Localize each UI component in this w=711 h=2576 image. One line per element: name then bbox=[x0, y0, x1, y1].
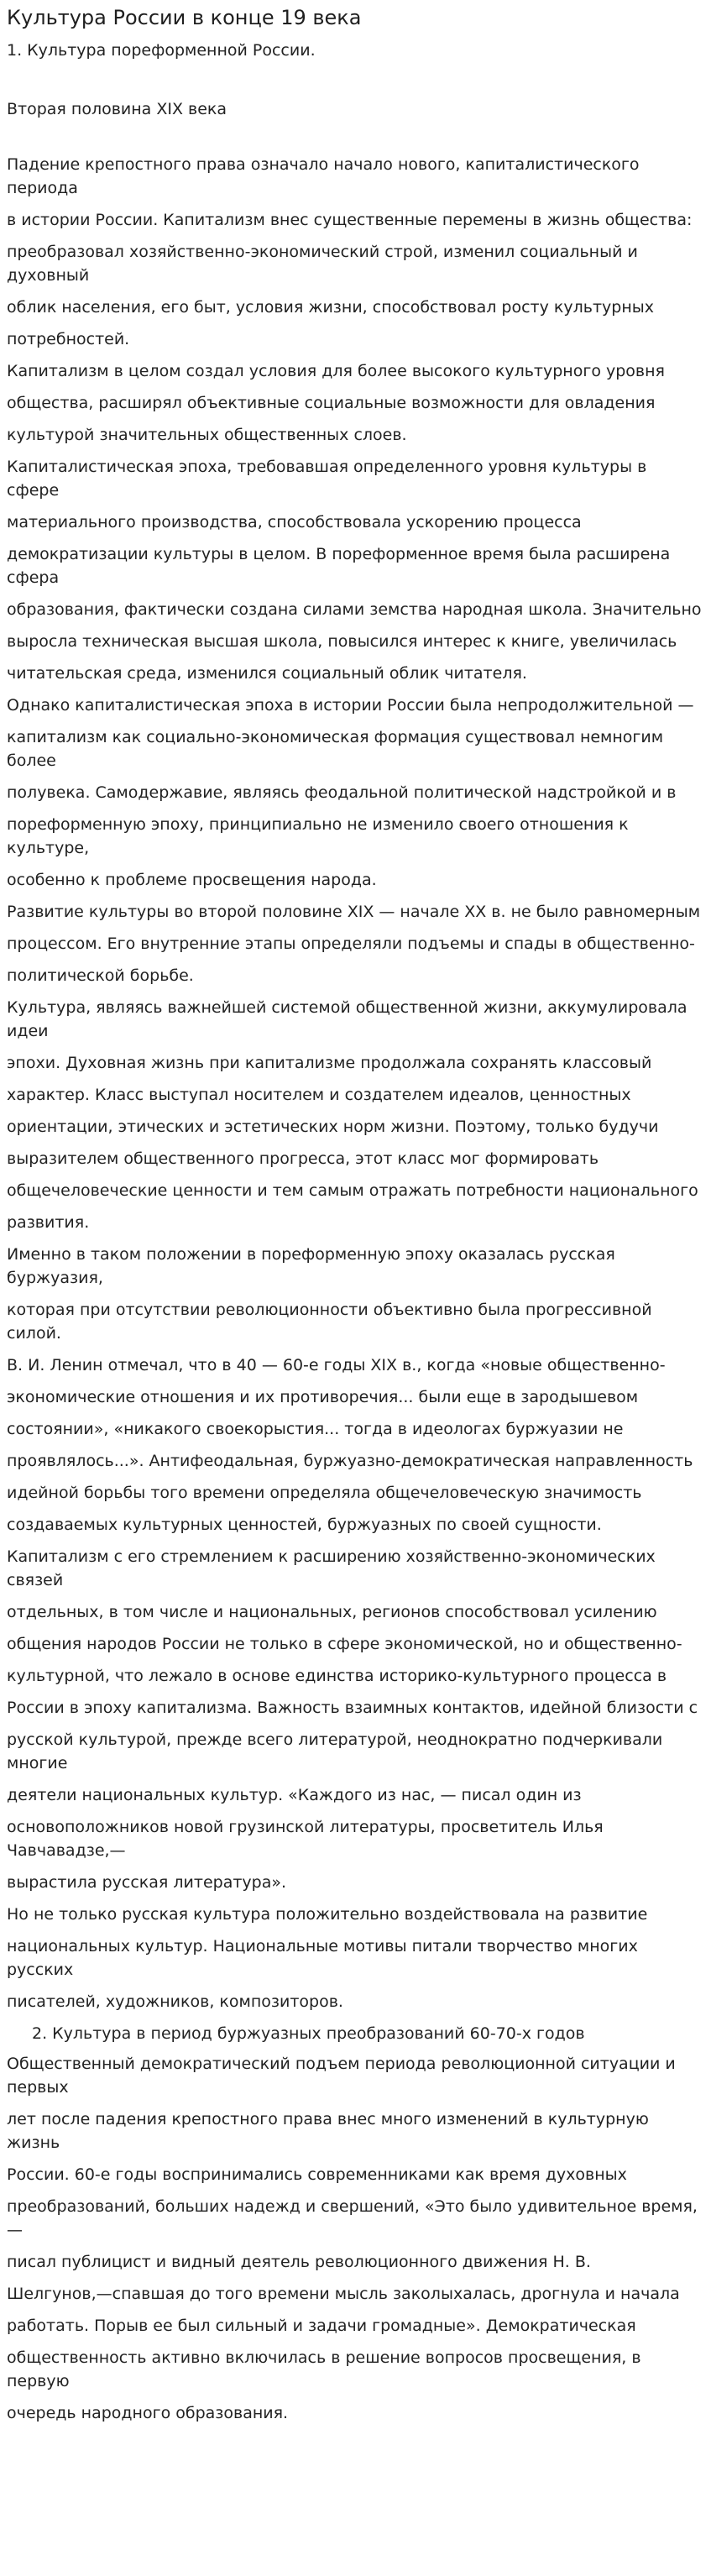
text-line: выросла техническая высшая школа, повысился интерес к книге, увеличилась bbox=[7, 632, 677, 651]
text-line: преобразовал хозяйственно-экономический строй, изменил социальный и духовный bbox=[7, 243, 638, 285]
text-line: работать. Порыв ее был сильный и задачи громадные». Демократическая bbox=[7, 2317, 636, 2335]
text-line: политической борьбе. bbox=[7, 966, 194, 985]
text-line: русской культурой, прежде всего литературой, неоднократно подчеркивали многие bbox=[7, 1730, 663, 1772]
text-line: создаваемых культурных ценностей, буржуазных по своей сущности. bbox=[7, 1516, 602, 1534]
section-2-body bbox=[7, 2052, 703, 2425]
text-line: преобразований, больших надежд и свершений, «Это было удивительное время, — bbox=[7, 2197, 698, 2239]
text-line: экономические отношения и их противоречия... были еще в зародышевом bbox=[7, 1388, 639, 1406]
text-line: Именно в таком положении в пореформенную эпоху оказалась русская буржуазия, bbox=[7, 1245, 615, 1287]
text-line: характер. Класс выступал носителем и создателем идеалов, ценностных bbox=[7, 1086, 631, 1104]
text-line: состоянии», «никакого своекорыстия... тогда в идеологах буржуазии не bbox=[7, 1420, 624, 1438]
text-line: которая при отсутствии революционности объективно была прогрессивной силой. bbox=[7, 1301, 652, 1343]
text-line: общества, расширял объективные социальные возможности для овладения bbox=[7, 394, 656, 412]
text-line: деятели национальных культур. «Каждого из нас, — писал один из bbox=[7, 1786, 582, 1804]
text-line: читательская среда, изменился социальный облик читателя. bbox=[7, 664, 527, 683]
text-line: Культура, являясь важнейшей системой общественной жизни, аккумулировала идеи bbox=[7, 998, 687, 1040]
text-line: капитализм как социально-экономическая формация существовал немногим более bbox=[7, 728, 664, 770]
text-line: общения народов России не только в сфере экономической, но и общественно- bbox=[7, 1635, 682, 1653]
text-line: пореформенную эпоху, принципиально не изменило своего отношения к культуре, bbox=[7, 815, 629, 857]
text-line: проявлялось...». Антифеодальная, буржуазно-демократическая направленность bbox=[7, 1452, 693, 1470]
text-line: потребностей. bbox=[7, 330, 130, 348]
text-line: В. И. Ленин отмечал, что в 40 — 60-е годы XIX в., когда «новые общественно- bbox=[7, 1356, 666, 1374]
text-line: России. 60-е годы воспринимались современниками как время духовных bbox=[7, 2165, 627, 2184]
text-line: Однако капиталистическая эпоха в истории России была непродолжительной — bbox=[7, 696, 694, 715]
text-line: основоположников новой грузинской литературы, просветитель Илья Чавчавадзе,— bbox=[7, 1818, 604, 1860]
text-line: культурой значительных общественных слоев. bbox=[7, 426, 407, 444]
text-line: общечеловеческие ценности и тем самым отражать потребности национального bbox=[7, 1181, 698, 1200]
text-line: Капиталистическая эпоха, требовавшая определенного уровня культуры в сфере bbox=[7, 458, 647, 500]
text-line: Шелгунов,—спавшая до того времени мысль заколыхалась, дрогнула и начала bbox=[7, 2285, 680, 2303]
blank-line bbox=[7, 72, 703, 97]
text-line: эпохи. Духовная жизнь при капитализме продолжала сохранять классовый bbox=[7, 1054, 652, 1072]
text-line: национальных культур. Национальные мотивы питали творчество многих русских bbox=[7, 1937, 638, 1979]
text-line: материального производства, способствовала ускорению процесса bbox=[7, 513, 582, 531]
text-line: культурной, что лежало в основе единства историко-культурного процесса в bbox=[7, 1667, 667, 1685]
text-line: лет после падения крепостного права внес много изменений в культурную жизнь bbox=[7, 2110, 649, 2152]
text-line: полувека. Самодержавие, являясь феодальной политической надстройкой и в bbox=[7, 783, 677, 802]
text-line: Капитализм с его стремлением к расширению хозяйственно-экономических связей bbox=[7, 1547, 656, 1589]
text-line: процессом. Его внутренние этапы определяли подъемы и спады в общественно- bbox=[7, 935, 695, 953]
text-line: отдельных, в том числе и национальных, регионов способствовал усилению bbox=[7, 1603, 657, 1621]
text-line: Общественный демократический подъем периода революционной ситуации и первых bbox=[7, 2055, 676, 2097]
text-line: Капитализм в целом создал условия для более высокого культурного уровня bbox=[7, 362, 665, 380]
subheading: Вторая половина XIX века bbox=[7, 100, 227, 118]
text-line: развития. bbox=[7, 1213, 90, 1232]
text-line: писал публицист и видный деятель революционного движения Н. В. bbox=[7, 2253, 591, 2271]
text-line: очередь народного образования. bbox=[7, 2404, 289, 2422]
text-line: вырастила русская литература». bbox=[7, 1873, 287, 1892]
text-line: писателей, художников, композиторов. bbox=[7, 1992, 343, 2011]
text-line: Но не только русская культура положительно воздействовала на развитие bbox=[7, 1905, 648, 1924]
section-1-heading: 1. Культура пореформенной России. bbox=[7, 41, 316, 60]
text-line: Падение крепостного права означало начало нового, капиталистического периода bbox=[7, 155, 640, 197]
text-line: России в эпоху капитализма. Важность взаимных контактов, идейной близости с bbox=[7, 1699, 698, 1717]
blank-line bbox=[7, 129, 703, 153]
text-line: особенно к проблеме просвещения народа. bbox=[7, 871, 377, 889]
text-line: облик населения, его быт, условия жизни, способствовал росту культурных bbox=[7, 298, 654, 317]
text-line: общественность активно включилась в решение вопросов просвещения, в первую bbox=[7, 2348, 641, 2390]
text-line: идейной борьбы того времени определяла общечеловеческую значимость bbox=[7, 1484, 642, 1502]
section-2-heading: 2. Культура в период буржуазных преобразований 60-70-х годов bbox=[32, 2024, 585, 2043]
text-line: образования, фактически создана силами земства народная школа. Значительно bbox=[7, 600, 702, 619]
text-line: демократизации культуры в целом. В пореформенное время была расширена сфера bbox=[7, 545, 671, 587]
section-1-body bbox=[7, 153, 703, 2013]
text-line: Развитие культуры во второй половине XIX — начале XX в. не было равномерным bbox=[7, 903, 701, 921]
text-line: выразителем общественного прогресса, этот класс мог формировать bbox=[7, 1149, 599, 1168]
text-line: в истории России. Капитализм внес существенные перемены в жизнь общества: bbox=[7, 211, 693, 229]
page-title: Культура России в конце 19 века bbox=[7, 6, 362, 29]
text-line: ориентации, этических и эстетических норм жизни. Поэтому, только будучи bbox=[7, 1118, 659, 1136]
